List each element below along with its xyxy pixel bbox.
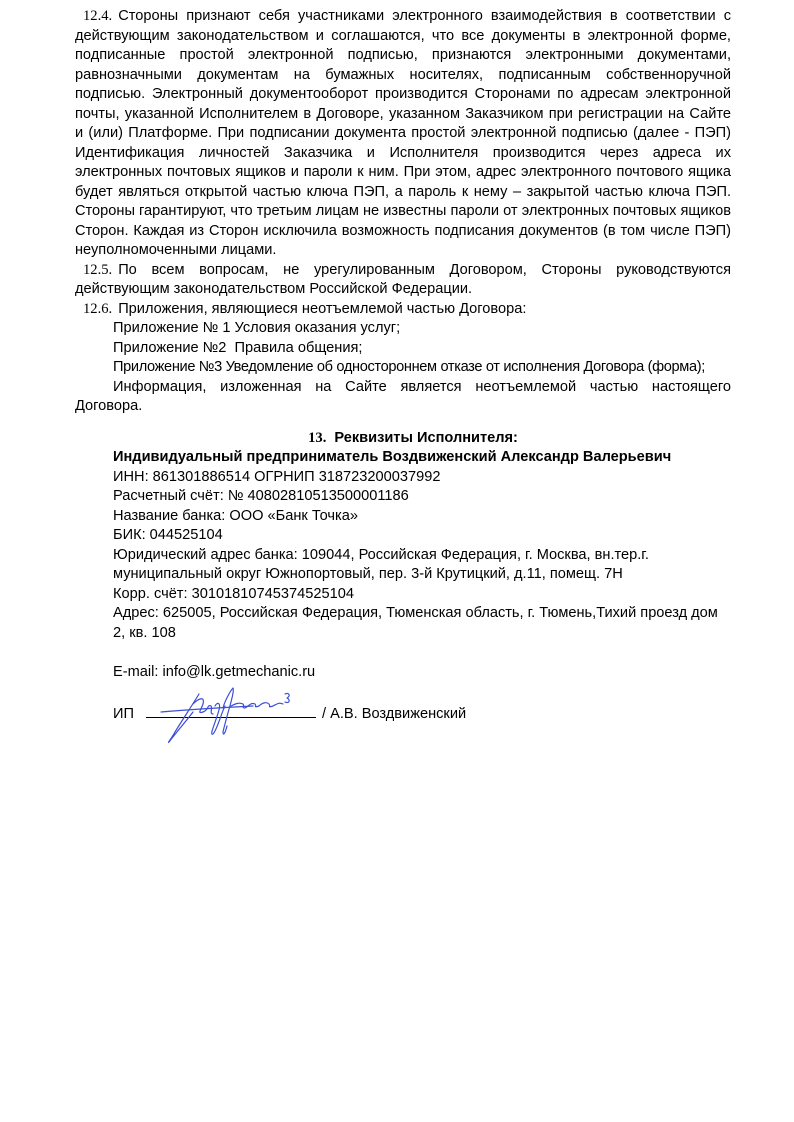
clause-line: электронных почтовых ящиков и пароли к ним. При этом, адрес электронного почтового ящика [75,164,731,180]
clause-line: почты, указанной Исполнителем в Договоре, указанном Заказчиком при регистрации на Сайте [75,105,731,122]
clause-line: действующим законодательством и соглашаются, что все документы в электронной форме, [75,27,731,44]
document-page [75,7,731,726]
clause-line: Договора. [75,398,143,414]
spacer [113,643,731,663]
clause-line: Идентификация личностей Заказчика и Исполнителя производится через адреса их [75,144,731,161]
appendix-item: Приложение №3 Уведомление об одностороннем отказе от исполнения Договора (форма); [113,359,705,375]
bank-address: Юридический адрес банка: 109044, Российская Федерация, г. Москва, вн.тер.г. [113,546,649,563]
handwritten-signature-icon [153,684,303,746]
clause-line: 12.4. Стороны признают себя участниками электронного взаимодействия в соответствии с [75,7,731,27]
signature-row [75,702,731,726]
clause-12-6 [75,300,731,417]
appendix-item: Приложение № 1 Условия оказания услуг; [113,320,401,336]
clause-line: равнозначными документам на бумажных носителях, подписанным собственноручной [75,66,731,83]
clause-line: Информация, изложенная на Сайте является неотъемлемой частью настоящего [113,378,731,395]
clause-line: неуполномоченными лицами. [75,242,277,258]
address: Адрес: 625005, Российская Федерация, Тюменская область, г. Тюмень,Тихий проезд дом [113,605,718,621]
clause-line: Стороны гарантируют, что третьим лицам не известны пароли от электронных почтовых ящиков [75,203,731,219]
clause-number: 12.4. [83,8,113,24]
signature-prefix: ИП [113,706,134,722]
email: E-mail: info@lk.getmechanic.ru [113,663,316,680]
clause-12-4 [75,7,731,261]
bank-address: муниципальный округ Южнопортовый, пер. 3-й Крутицкий, д.11, помещ. 7Н [113,566,623,582]
clause-line: 12.5. По всем вопросам, не урегулированным Договором, Стороны руководствуются [75,261,731,281]
clause-12-5 [75,261,731,300]
section-number: 13. [308,429,327,446]
section-heading [75,429,731,449]
clause-line: 12.6. Приложения, являющиеся неотъемлемой частью Договора: [75,300,731,320]
clause-number: 12.6. [83,300,113,317]
corr-account: Корр. счёт: 30101810745374525104 [113,585,354,602]
bik: БИК: 044525104 [113,527,223,543]
clause-number: 12.5. [83,261,113,278]
clause-line: действующим законодательством Российской Федерации. [75,281,473,297]
bank-account: Расчетный счёт: № 40802810513500001186 [113,488,409,504]
clause-line: подписанные простой электронной подписью, признаются электронными документами, [75,47,731,63]
bank-name: Название банка: ООО «Банк Точка» [113,507,358,524]
clause-line: Сторон. Каждая из Сторон исключила возможность подписания документов (в том числе ПЭП) [75,222,731,239]
signer-name: / А.В. Воздвиженский [321,706,467,722]
address: 2, кв. 108 [113,624,176,641]
clause-line: будет являться открытой частью ключа ПЭП, а пароль к нему – закрытой частью ключа ПЭП. [75,183,731,200]
section-title: Реквизиты Исполнителя: [334,429,518,446]
entity-name: Индивидуальный предприниматель Воздвиженский Александр Валерьевич [113,449,672,465]
clause-line: и (или) Платформе. При подписании документа простой электронной подписью (далее - ПЭП) [75,125,731,141]
requisites-block [75,448,731,682]
appendix-item: Приложение №2 Правила общения; [113,339,363,356]
inn-ogrnip: ИНН: 861301886514 ОГРНИП 318723200037992 [113,468,441,485]
clause-line: подписью. Электронный документооборот производится Сторонами по адресам электронной [75,86,731,102]
